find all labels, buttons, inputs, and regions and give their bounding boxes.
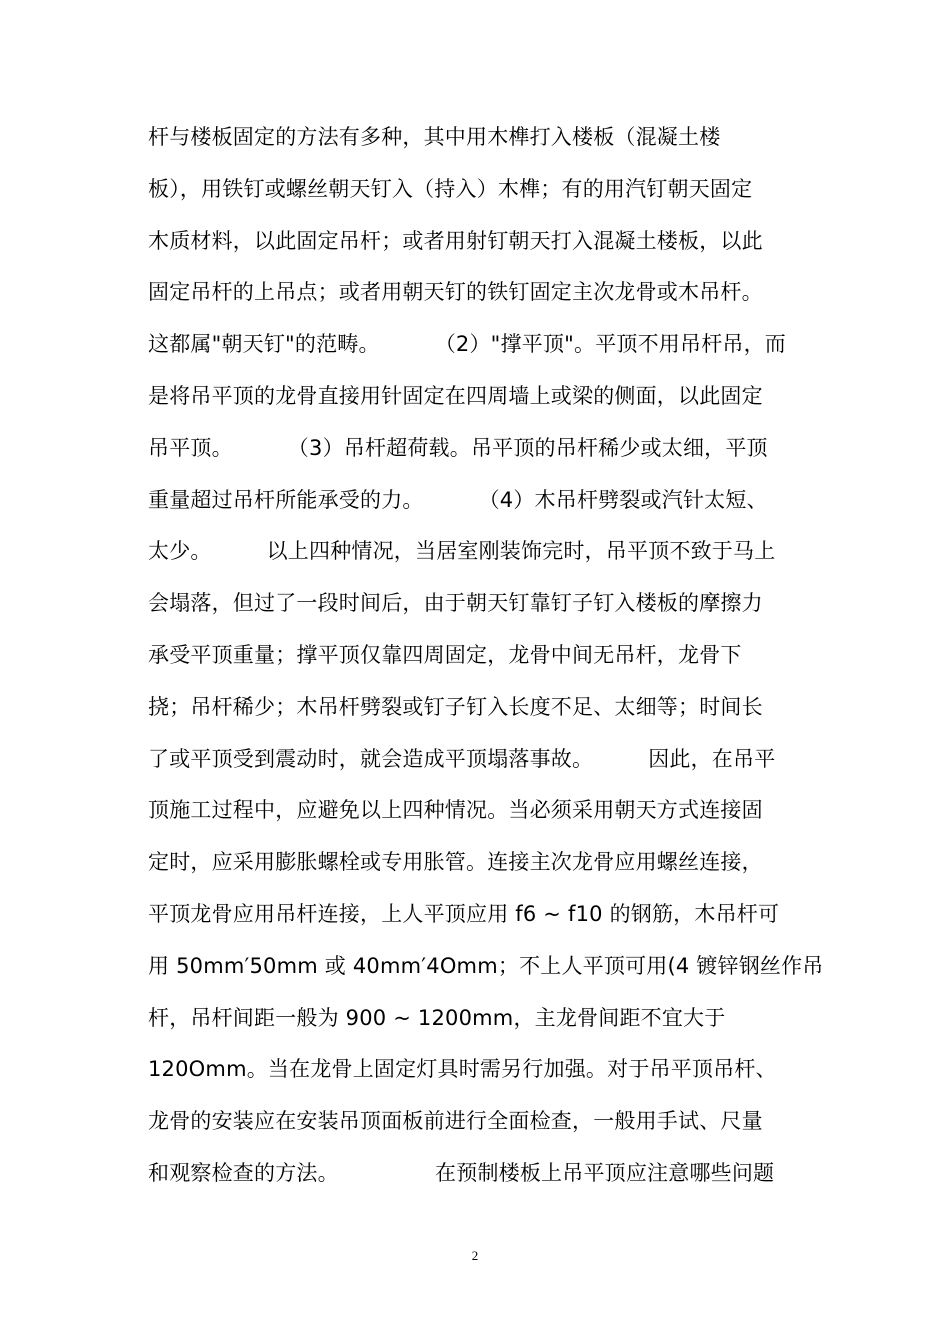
text-line-3: 木质材料，以此固定吊杆；或者用射钉朝天打入混凝土楼板，以此	[148, 228, 763, 253]
page-number: 2	[471, 1248, 479, 1263]
text-line-21: 和观察检查的方法。 在预制楼板上吊平顶应注意哪些问题	[148, 1160, 775, 1185]
text-line-20: 龙骨的安装应在安装吊顶面板前进行全面检查，一般用手试、尺量	[148, 1109, 763, 1134]
text-line-12: 挠；吊杆稀少；木吊杆劈裂或钉子钉入长度不足、太细等；时间长	[148, 694, 763, 719]
text-line-11: 承受平顶重量；撑平顶仅靠四周固定，龙骨中间无吊杆，龙骨下	[148, 642, 742, 667]
text-line-14: 顶施工过程中，应避免以上四种情况。当必须采用朝天方式连接固	[148, 798, 763, 823]
text-line-10: 会塌落，但过了一段时间后，由于朝天钉靠钉子钉入楼板的摩擦力	[148, 591, 763, 616]
text-line-7: 吊平顶。 （3）吊杆超荷载。吊平顶的吊杆稀少或太细，平顶	[148, 435, 768, 460]
text-line-2: 板），用铁钉或螺丝朝天钉入（持入）木榫；有的用汽钉朝天固定	[148, 176, 753, 201]
text-line-6: 是将吊平顶的龙骨直接用针固定在四周墙上或梁的侧面，以此固定	[148, 383, 763, 408]
text-line-19: 120Omm。当在龙骨上固定灯具时需另行加强。对于吊平顶吊杆、	[148, 1057, 777, 1082]
text-line-8: 重量超过吊杆所能承受的力。 （4）木吊杆劈裂或汽针太短、	[148, 487, 768, 512]
text-line-4: 固定吊杆的上吊点；或者用朝天钉的铁钉固定主次龙骨或木吊杆。	[148, 280, 763, 305]
text-line-9: 太少。 以上四种情况，当居室刚装饰完时，吊平顶不致于马上	[148, 539, 776, 564]
text-line-13: 了或平顶受到震动时，就会造成平顶塌落事故。 因此，在吊平	[148, 746, 776, 771]
text-line-15: 定时，应采用膨胀螺栓或专用胀管。连接主次龙骨应用螺丝连接，	[148, 850, 763, 875]
text-line-1: 杆与楼板固定的方法有多种，其中用木榫打入楼板（混凝土楼	[148, 125, 721, 149]
text-line-5: 这都属"朝天钉"的范畴。 （2）"撑平顶"。平顶不用吊杆吊，而	[148, 332, 786, 357]
text-line-16: 平顶龙骨应用吊杆连接，上人平顶应用 f6 ~ f10 的钢筋，木吊杆可	[148, 901, 780, 926]
text-line-18: 杆，吊杆间距一般为 900 ~ 1200mm，主龙骨间距不宜大于	[148, 1005, 726, 1030]
text-line-17: 用 50mm′50mm 或 40mm′4Omm；不上人平顶可用(4 镀锌钢丝作吊	[148, 953, 824, 978]
body-text	[148, 112, 824, 1200]
